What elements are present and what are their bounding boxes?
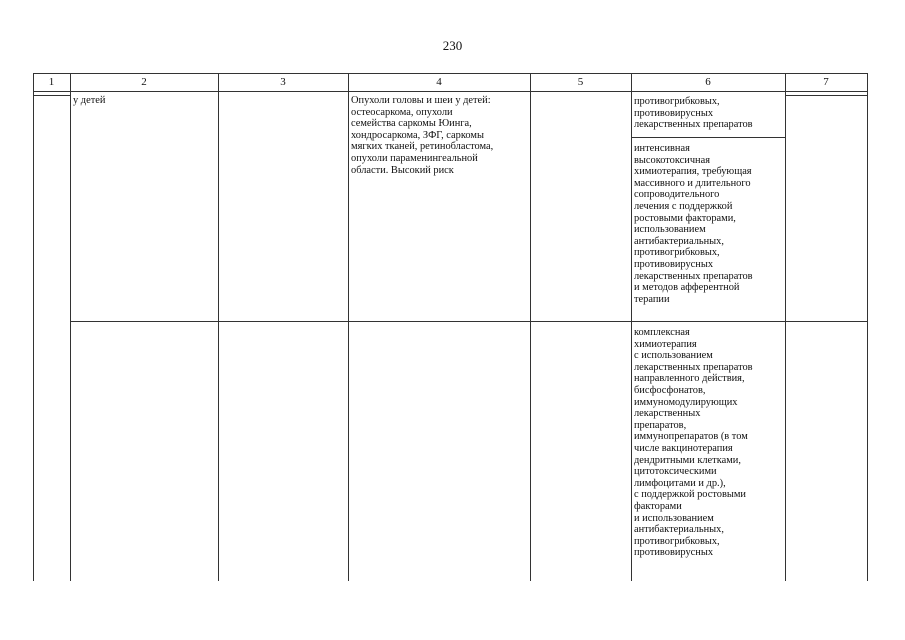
- header-col-5: 5: [577, 76, 584, 88]
- header-row-divider: [33, 91, 867, 92]
- header-col-7: 7: [823, 76, 829, 88]
- page-number: 230: [442, 38, 463, 53]
- column-divider: [785, 73, 786, 581]
- cell-row1-col4: Опухоли головы и шеи у детей: остеосаркома, опухоли семейства саркомы Юинга, хондросаркома, ЗФГ, саркомы мягких тканей, ретинобластома, опухоли параменингеальной области. Высокий риск: [351, 95, 494, 176]
- column-divider: [70, 73, 71, 581]
- header-row-divider-col7: [785, 95, 867, 96]
- table-border-left: [33, 73, 34, 581]
- header-col-1: 1: [48, 76, 55, 88]
- header-col-2: 2: [141, 76, 147, 88]
- column-divider: [631, 73, 632, 581]
- row-divider: [70, 321, 867, 322]
- cell-row1-col6-top: противогрибковых, противовирусных лекарственных препаратов: [634, 96, 753, 131]
- column-divider: [348, 73, 349, 581]
- cell-row1-col2: у детей: [73, 95, 106, 106]
- header-col-3: 3: [280, 76, 286, 88]
- cell-divider-col6: [631, 137, 785, 138]
- cell-row1-col6-bottom: интенсивная высокотоксичная химиотерапия, требующая массивного и длительного сопроводительного лечения с поддержкой ростовыми факторами, использованием антибактериальных, противогрибковых, противовирусных лекарственных препаратов и методов афферентной терапии: [634, 143, 753, 305]
- column-divider: [530, 73, 531, 581]
- header-col-4: 4: [436, 76, 442, 88]
- table-border-top: [33, 73, 867, 74]
- table-border-right: [867, 73, 868, 581]
- header-row-divider-col1: [33, 95, 70, 96]
- header-col-6: 6: [705, 76, 711, 88]
- column-divider: [218, 73, 219, 581]
- cell-row2-col6: комплексная химиотерапия с использованием лекарственных препаратов направленного действия, бисфосфонатов, иммуномодулирующих лекарственных препаратов, иммунопрепаратов (в том числе вакцинотерапия дендритными клетками, цитотоксическими лимфоцитами и др.), с поддержкой ростовыми факторами и использованием антибактериальных, противогрибковых, противовирусных: [634, 327, 753, 559]
